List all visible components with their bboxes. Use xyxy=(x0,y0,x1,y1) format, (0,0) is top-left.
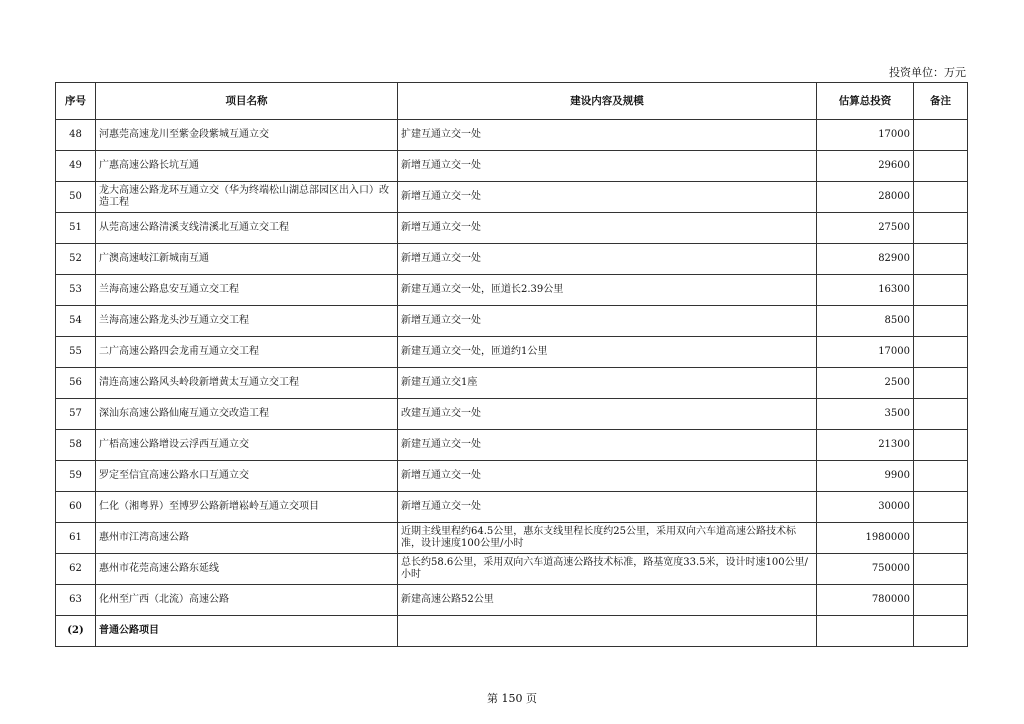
section-title: 普通公路项目 xyxy=(96,616,398,647)
section-investment xyxy=(817,616,914,647)
table-row xyxy=(56,337,968,368)
row-content: 新建互通立交1座 xyxy=(398,368,817,399)
row-investment: 21300 xyxy=(817,430,914,461)
table-row xyxy=(56,492,968,523)
row-name: 广澳高速岐江新城南互通 xyxy=(96,244,398,275)
row-content: 新增互通立交一处 xyxy=(398,213,817,244)
row-name: 龙大高速公路龙环互通立交（华为终端松山湖总部园区出入口）改造工程 xyxy=(96,182,398,213)
row-content: 扩建互通立交一处 xyxy=(398,120,817,151)
row-name: 广梧高速公路增设云浮西互通立交 xyxy=(96,430,398,461)
table-row xyxy=(56,306,968,337)
header-name: 项目名称 xyxy=(96,83,398,120)
section-no: (2) xyxy=(56,616,96,647)
table-row xyxy=(56,120,968,151)
row-remark xyxy=(914,368,968,399)
header-investment: 估算总投资 xyxy=(817,83,914,120)
row-investment: 8500 xyxy=(817,306,914,337)
row-name: 罗定至信宜高速公路水口互通立交 xyxy=(96,461,398,492)
row-no: 62 xyxy=(56,554,96,585)
row-content: 改建互通立交一处 xyxy=(398,399,817,430)
table-row xyxy=(56,151,968,182)
row-remark xyxy=(914,399,968,430)
row-investment: 17000 xyxy=(817,337,914,368)
row-remark xyxy=(914,585,968,616)
row-content: 总长约58.6公里，采用双向六车道高速公路技术标准，路基宽度33.5米，设计时速100公里/小时 xyxy=(398,554,817,585)
row-name: 仁化（湘粤界）至博罗公路新增崧岭互通立交项目 xyxy=(96,492,398,523)
table-row xyxy=(56,275,968,306)
row-name: 惠州市花莞高速公路东延线 xyxy=(96,554,398,585)
row-content: 新建高速公路52公里 xyxy=(398,585,817,616)
row-name: 二广高速公路四会龙甫互通立交工程 xyxy=(96,337,398,368)
table-row xyxy=(56,554,968,585)
row-investment: 1980000 xyxy=(817,523,914,554)
row-investment: 30000 xyxy=(817,492,914,523)
table-row xyxy=(56,182,968,213)
investment-unit-note: 投资单位：万元 xyxy=(889,66,966,79)
row-remark xyxy=(914,151,968,182)
row-content: 新建互通立交一处，匝道约1公里 xyxy=(398,337,817,368)
row-name: 从莞高速公路清溪支线清溪北互通立交工程 xyxy=(96,213,398,244)
row-no: 59 xyxy=(56,461,96,492)
row-no: 49 xyxy=(56,151,96,182)
row-investment: 750000 xyxy=(817,554,914,585)
row-remark xyxy=(914,213,968,244)
table-row xyxy=(56,461,968,492)
row-investment: 16300 xyxy=(817,275,914,306)
row-content: 新建互通立交一处，匝道长2.39公里 xyxy=(398,275,817,306)
row-name: 化州至广西（北流）高速公路 xyxy=(96,585,398,616)
row-remark xyxy=(914,461,968,492)
table-row xyxy=(56,368,968,399)
row-content: 新增互通立交一处 xyxy=(398,244,817,275)
row-investment: 29600 xyxy=(817,151,914,182)
table-row xyxy=(56,399,968,430)
header-remark: 备注 xyxy=(914,83,968,120)
row-no: 54 xyxy=(56,306,96,337)
row-no: 52 xyxy=(56,244,96,275)
table-row xyxy=(56,585,968,616)
row-no: 56 xyxy=(56,368,96,399)
row-investment: 780000 xyxy=(817,585,914,616)
row-name: 深汕东高速公路仙庵互通立交改造工程 xyxy=(96,399,398,430)
row-investment: 3500 xyxy=(817,399,914,430)
row-name: 兰海高速公路龙头沙互通立交工程 xyxy=(96,306,398,337)
row-content: 新增互通立交一处 xyxy=(398,492,817,523)
row-investment: 82900 xyxy=(817,244,914,275)
section-content xyxy=(398,616,817,647)
row-no: 58 xyxy=(56,430,96,461)
row-no: 51 xyxy=(56,213,96,244)
row-remark xyxy=(914,275,968,306)
project-table xyxy=(55,82,968,647)
row-content: 新增互通立交一处 xyxy=(398,182,817,213)
table-row xyxy=(56,523,968,554)
row-name: 河惠莞高速龙川至紫金段紫城互通立交 xyxy=(96,120,398,151)
row-name: 兰海高速公路息安互通立交工程 xyxy=(96,275,398,306)
row-remark xyxy=(914,306,968,337)
table-row xyxy=(56,213,968,244)
row-no: 50 xyxy=(56,182,96,213)
row-content: 近期主线里程约64.5公里，惠东支线里程长度约25公里，采用双向六车道高速公路技术标准，设计速度100公里/小时 xyxy=(398,523,817,554)
header-no: 序号 xyxy=(56,83,96,120)
row-remark xyxy=(914,523,968,554)
row-investment: 28000 xyxy=(817,182,914,213)
table-row xyxy=(56,430,968,461)
row-name: 清连高速公路风头岭段新增黄太互通立交工程 xyxy=(96,368,398,399)
row-investment: 2500 xyxy=(817,368,914,399)
section-row xyxy=(56,616,968,647)
row-remark xyxy=(914,430,968,461)
table-row xyxy=(56,244,968,275)
header-content: 建设内容及规模 xyxy=(398,83,817,120)
row-content: 新增互通立交一处 xyxy=(398,461,817,492)
row-investment: 17000 xyxy=(817,120,914,151)
row-remark xyxy=(914,554,968,585)
section-remark xyxy=(914,616,968,647)
page-number: 第 150 页 xyxy=(487,692,537,705)
row-remark xyxy=(914,182,968,213)
row-no: 48 xyxy=(56,120,96,151)
row-content: 新建互通立交一处 xyxy=(398,430,817,461)
table-header-row xyxy=(56,83,968,120)
row-name: 广惠高速公路长坑互通 xyxy=(96,151,398,182)
row-content: 新增互通立交一处 xyxy=(398,151,817,182)
row-remark xyxy=(914,244,968,275)
row-no: 60 xyxy=(56,492,96,523)
row-name: 惠州市江湾高速公路 xyxy=(96,523,398,554)
row-investment: 9900 xyxy=(817,461,914,492)
row-no: 63 xyxy=(56,585,96,616)
row-remark xyxy=(914,337,968,368)
row-no: 57 xyxy=(56,399,96,430)
row-content: 新增互通立交一处 xyxy=(398,306,817,337)
row-no: 61 xyxy=(56,523,96,554)
row-investment: 27500 xyxy=(817,213,914,244)
row-no: 55 xyxy=(56,337,96,368)
row-no: 53 xyxy=(56,275,96,306)
row-remark xyxy=(914,492,968,523)
row-remark xyxy=(914,120,968,151)
